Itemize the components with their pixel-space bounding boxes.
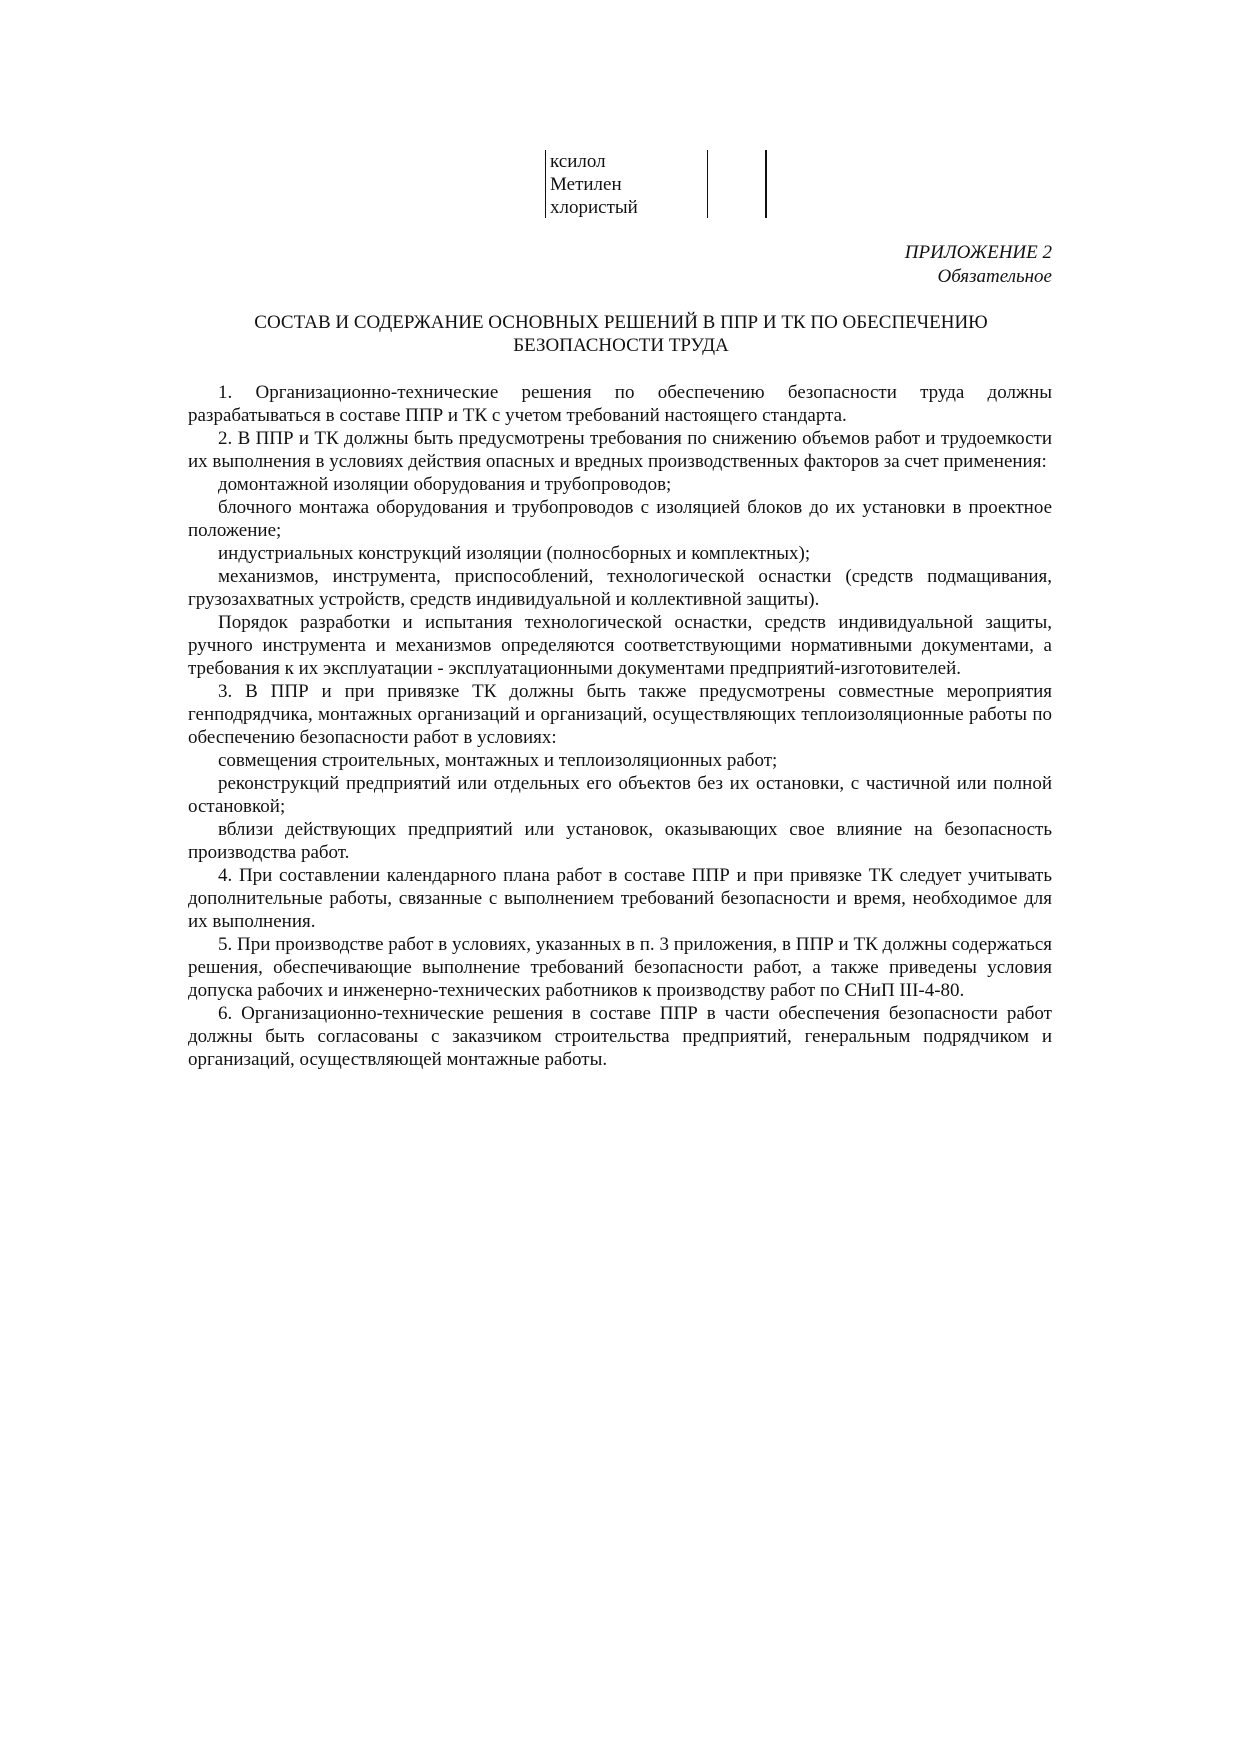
appendix-status: Обязательное: [937, 266, 1052, 287]
paragraph: 2. В ППР и ТК должны быть предусмотрены требования по снижению объемов работ и трудоемкости их выполнения в условиях действия опасных и вредных производственных факторов за счет применения:: [188, 428, 1052, 472]
table-cell-line: ксилол: [550, 151, 606, 172]
list-item: блочного монтажа оборудования и трубопроводов с изоляцией блоков до их установки в проектное положение;: [188, 497, 1052, 541]
list-item: индустриальных конструкций изоляции (полносборных и комплектных);: [218, 543, 811, 564]
paragraph: 3. В ППР и при привязке ТК должны быть также предусмотрены совместные мероприятия генподрядчика, монтажных организаций и организаций, осуществляющих теплоизоляционные работы по обеспечению безопасности работ в условиях:: [188, 681, 1052, 748]
paragraph: Порядок разработки и испытания технологической оснастки, средств индивидуальной защиты, ручного инструмента и механизмов определяются соответствующими нормативными документами, а требования к их эксплуатации - эксплуатационными документами предприятий-изготовителей.: [188, 612, 1052, 679]
list-item: вблизи действующих предприятий или установок, оказывающих свое влияние на безопасность производства работ.: [188, 819, 1052, 863]
table-border-left: [545, 150, 546, 218]
document-title: [190, 311, 1052, 357]
table-cell: [550, 150, 638, 219]
list-item: совмещения строительных, монтажных и теплоизоляционных работ;: [218, 750, 778, 771]
document-body: [188, 381, 1052, 1071]
appendix-header: [905, 241, 1052, 289]
paragraph: 1. Организационно-технические решения по обеспечению безопасности труда должны разрабатываться в составе ППР и ТК с учетом требований настоящего стандарта.: [188, 382, 1052, 426]
table-fragment: [545, 150, 771, 218]
list-item: реконструкций предприятий или отдельных его объектов без их остановки, с частичной или полной остановкой;: [188, 773, 1052, 817]
appendix-label: ПРИЛОЖЕНИЕ 2: [904, 242, 1052, 263]
title-line: СОСТАВ И СОДЕРЖАНИЕ ОСНОВНЫХ РЕШЕНИЙ В ППР И ТК ПО ОБЕСПЕЧЕНИЮ: [254, 312, 988, 333]
table-border-right: [765, 150, 767, 218]
paragraph: 5. При производстве работ в условиях, указанных в п. 3 приложения, в ППР и ТК должны содержаться решения, обеспечивающие выполнение требований безопасности работ, а также приведены условия допуска рабочих и инженерно-технических работников к производству работ по СНиП III-4-80.: [188, 934, 1052, 1001]
paragraph: 4. При составлении календарного плана работ в составе ППР и при привязке ТК следует учитывать дополнительные работы, связанные с выполнением требований безопасности и время, необходимое для их выполнения.: [188, 865, 1052, 932]
table-border-middle: [707, 150, 708, 218]
list-item: механизмов, инструмента, приспособлений, технологической оснастки (средств подмащивания, грузозахватных устройств, средств индивидуальной и коллективной защиты).: [188, 566, 1052, 610]
table-cell-line: хлористый: [550, 197, 638, 218]
table-cell-line: Метилен: [550, 174, 622, 195]
title-line: БЕЗОПАСНОСТИ ТРУДА: [513, 335, 729, 356]
list-item: домонтажной изоляции оборудования и трубопроводов;: [218, 474, 672, 495]
paragraph: 6. Организационно-технические решения в составе ППР в части обеспечения безопасности работ должны быть согласованы с заказчиком строительства предприятий, генеральным подрядчиком и организаций, осуществляющей монтажные работы.: [188, 1003, 1052, 1070]
